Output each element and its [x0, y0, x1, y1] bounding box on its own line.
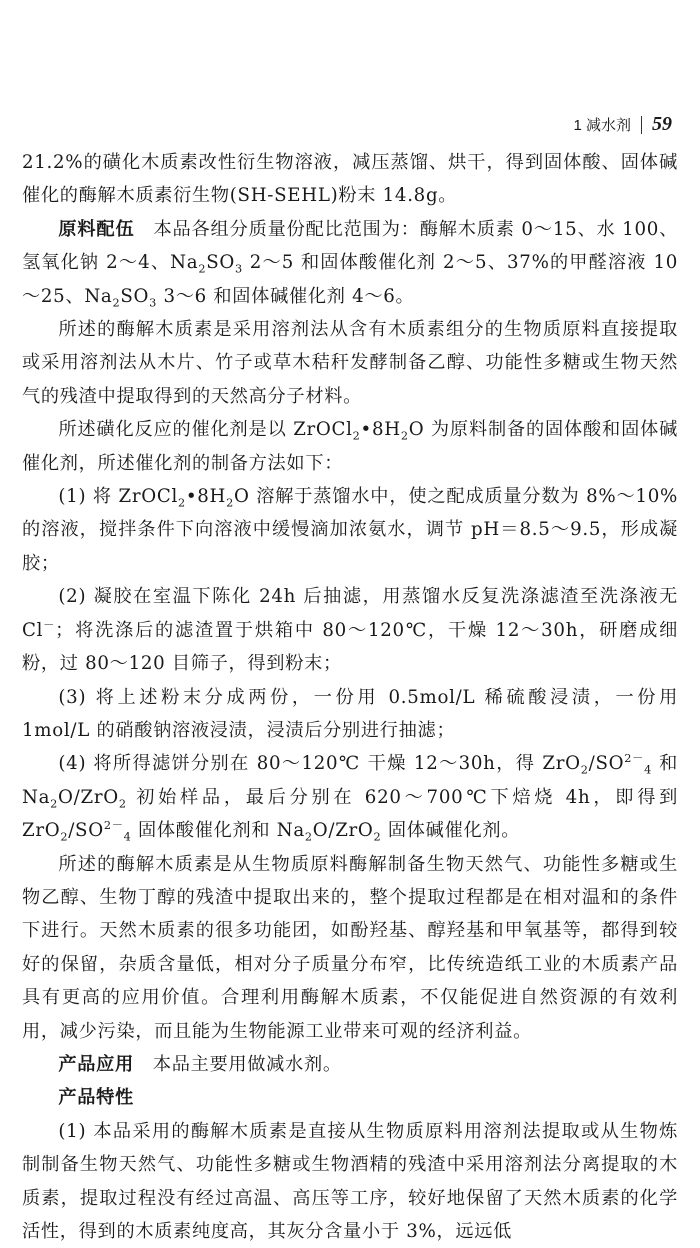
subscript: 2 [304, 830, 313, 844]
text-run: •8H [185, 486, 227, 508]
paragraph-step-1 [22, 480, 678, 580]
text-run: SO [120, 285, 150, 307]
text-run: 初始样品，最后分别在 620～700℃下焙烧 4h，即得到 ZrO [22, 786, 678, 842]
text-run: 本品主要用做减水剂。 [152, 1053, 342, 1075]
paragraph-step-4 [22, 747, 678, 847]
subscript: 2 [60, 830, 69, 844]
header-divider [641, 116, 642, 134]
paragraph-step-2 [22, 580, 678, 680]
section-heading-application: 产品应用 [58, 1053, 134, 1075]
subscript: 2 [118, 797, 127, 811]
text-run: /SO [68, 820, 104, 842]
paragraph-feature-1 [22, 1115, 678, 1248]
section-heading-formulation: 原料配伍 [58, 218, 135, 240]
superscript: 2－ [624, 752, 645, 766]
text-run: /SO [588, 753, 625, 775]
paragraph-features-heading [22, 1081, 678, 1114]
text-run: O 溶解于蒸馏水中，使之配成质量分数为 8%～10%的溶液，搅拌条件下向溶液中缓慢滴加浓氨水，调节 pH＝8.5～9.5，形成凝胶； [22, 486, 679, 574]
text-run: 2～5 和固体酸催化剂 2～5、37%的甲醛溶液 10～25、Na [22, 252, 678, 307]
body-text [22, 146, 678, 1248]
text-run: (2) 凝胶在室温下陈化 24h 后抽滤，用蒸馏水反复洗涤滤渣至洗涤液无 Cl [22, 586, 678, 641]
subscript: 2 [226, 496, 234, 510]
superscript: － [43, 618, 56, 632]
paragraph-application [22, 1048, 678, 1081]
paragraph-text: 21.2%的磺化木质素改性衍生物溶液，减压蒸馏、烘干，得到固体酸、固体碱催化的酶解木质素衍生物(SH-SEHL)粉末 14.8g。 [22, 152, 678, 207]
paragraph-text: 所述的酶解木质素是从生物质原料酶解制备生物天然气、功能性多糖或生物乙醇、生物丁醇的残渣中提取出来的，整个提取过程都是在相对温和的条件下进行。天然木质素的很多功能团，如酚羟基、醇羟基和甲氧基等，都得到较好的保留，杂质含量低，相对分子质量分布窄，比传统造纸工业的木质素产品具有更高的应用价值。合理利用酶解木质素，不仅能促进自然资源的有效利用，减少污染，而且能为生物能源工业带来可观的经济利益。 [22, 853, 678, 1042]
paragraph-lignin-source [22, 313, 678, 413]
text-run: 本品各组分质量份配比范围为：酶解木质素 0～15、水 100、氢氧化钠 2～4、Na [22, 218, 678, 274]
text-run: 所述磺化反应的催化剂是以 ZrOCl [58, 419, 353, 441]
text-run: SO [206, 252, 235, 274]
subscript: 3 [234, 262, 243, 276]
paragraph-step-3 [22, 681, 678, 748]
paragraph-catalyst-intro [22, 413, 678, 480]
paragraph-text: (3) 将上述粉末分成两份，一份用 0.5mol/L 稀硫酸浸渍，一份用 1mol/L 的硝酸钠溶液浸渍，浸渍后分别进行抽滤； [22, 686, 678, 741]
text-run: O 为原料制备的固体酸和固体碱催化剂，所述催化剂的制备方法如下： [22, 419, 678, 474]
text-run: 固体碱催化剂。 [381, 820, 521, 842]
text-run: O/ZrO [312, 820, 374, 842]
subscript: 2 [50, 797, 59, 811]
subscript: 2 [400, 429, 409, 443]
text-run: O/ZrO [58, 786, 119, 808]
subscript: 2 [352, 429, 361, 443]
text-run: 3～6 和固体碱催化剂 4～6。 [157, 285, 415, 307]
subscript: 2 [580, 763, 589, 777]
subscript: 4 [644, 763, 652, 777]
text-run: •8H [360, 419, 401, 441]
page-number: 59 [652, 113, 672, 135]
text-run: ；将洗涤后的滤渣置于烘箱中 80～120℃，干燥 12～30h，研磨成细粉，过 80～120 目筛子，得到粉末； [22, 619, 678, 675]
paragraph-text: 所述的酶解木质素是采用溶剂法从含有木质素组分的生物质原料直接提取或采用溶剂法从木片、竹子或草木秸秆发酵制备乙醇、功能性多糖或生物天然气的残渣中提取得到的天然高分子材料。 [22, 319, 678, 407]
section-heading-features: 产品特性 [58, 1087, 134, 1109]
subscript: 2 [112, 296, 121, 310]
text-run: (1) 将 ZrOCl [58, 486, 178, 508]
subscript: 2 [198, 262, 207, 276]
running-head [573, 113, 672, 136]
superscript: 2－ [103, 819, 124, 833]
subscript: 2 [177, 496, 186, 510]
paragraph-text: (1) 本品采用的酶解木质素是直接从生物质原料用溶剂法提取或从生物炼制制备生物天然气、功能性多糖或生物酒精的残渣中采用溶剂法分离提取的木质素，提取过程没有经过高温、高压等工序，较好地保留了天然木质素的化学活性，得到的木质素纯度高，其灰分含量小于 3%，远远低 [22, 1120, 678, 1242]
subscript: 3 [149, 296, 158, 310]
text-run: 和 Na [22, 753, 678, 808]
subscript: 4 [123, 830, 132, 844]
paragraph-continuation [22, 146, 678, 213]
chapter-title: 1 减水剂 [573, 117, 631, 134]
subscript: 2 [373, 830, 382, 844]
text-run: 固体酸催化剂和 Na [131, 820, 305, 842]
paragraph-formulation [22, 213, 678, 313]
paragraph-lignin-advantages [22, 848, 678, 1048]
text-run: (4) 将所得滤饼分别在 80～120℃ 干燥 12～30h，得 ZrO [58, 753, 581, 775]
